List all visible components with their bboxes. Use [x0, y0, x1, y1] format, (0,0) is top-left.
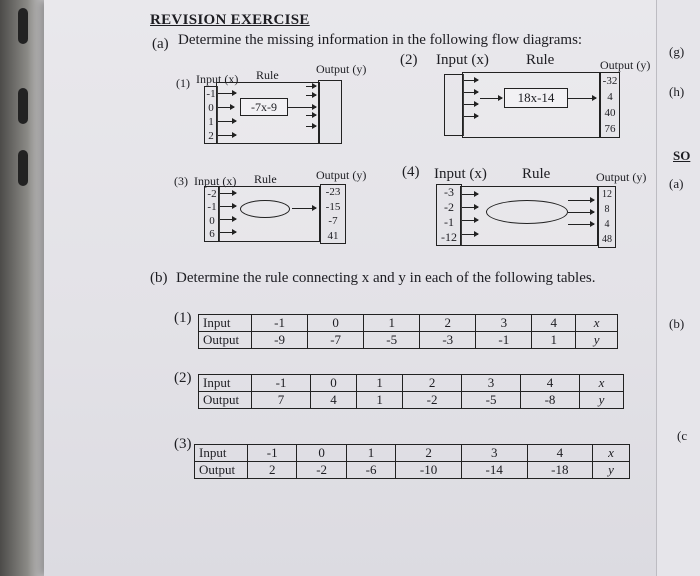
table-cell: Output [199, 392, 252, 409]
diagram-2-input-column [444, 74, 464, 136]
diagram-4-output-label: Output (y) [596, 170, 647, 184]
diagram-2-arrow [464, 104, 478, 105]
table-row [195, 445, 630, 462]
diagram-2-output-value: 76 [604, 123, 616, 135]
table-3-number: (3) [174, 436, 192, 452]
diagram-4-output-column [598, 186, 616, 248]
table-cell: -9 [252, 332, 308, 349]
diagram-1-arrow [218, 121, 236, 122]
table-cell: Input [195, 445, 248, 462]
table-cell: -18 [527, 462, 593, 479]
diagram-4-input-value: -2 [444, 200, 454, 214]
diagram-3-output-value: -15 [325, 200, 341, 213]
diagram-2-rule: 18x-14 [504, 88, 568, 108]
diagram-4-output-value: 48 [602, 234, 612, 245]
table-cell: -8 [521, 392, 580, 409]
table-cell: 2 [248, 462, 297, 479]
diagram-1-arrow [306, 115, 316, 116]
table-cell: 0 [297, 445, 346, 462]
diagram-1-rule-label: Rule [256, 68, 279, 82]
table-cell: 4 [527, 445, 593, 462]
table-row [199, 315, 618, 332]
diagram-3-input-value: 0 [209, 214, 215, 227]
diagram-3-arrow [220, 193, 236, 194]
diagram-3-rule-label: Rule [254, 172, 277, 186]
table-cell: 4 [521, 375, 580, 392]
diagram-4-output-value: 4 [604, 219, 610, 230]
diagram-3-input-value: -1 [207, 201, 217, 214]
right-page-label-c: (c [677, 428, 688, 443]
table-cell: 7 [252, 392, 311, 409]
table-cell: -1 [252, 315, 308, 332]
part-b-label: (b) [150, 270, 168, 286]
table-cell: -14 [461, 462, 527, 479]
diagram-4-number: (4) [402, 164, 420, 180]
diagram-2-arrow [464, 116, 478, 117]
diagram-4-input-column [436, 184, 462, 246]
table-row [199, 332, 618, 349]
diagram-4-rule-oval [486, 200, 568, 224]
table-cell: 4 [310, 392, 356, 409]
diagram-3-output-value: -7 [328, 215, 338, 228]
right-page-label-h: (h) [669, 84, 685, 99]
diagram-1-arrow [218, 107, 234, 108]
table-cell: 4 [532, 315, 576, 332]
binder-ring [18, 150, 28, 186]
table-cell: 3 [476, 315, 532, 332]
diagram-1-output-column [318, 80, 342, 144]
diagram-2-output-value: -32 [602, 75, 618, 87]
diagram-2-output-value: 40 [604, 107, 616, 119]
table-cell: -5 [364, 332, 420, 349]
table-cell: 1 [346, 445, 395, 462]
right-page-label-a: (a) [669, 176, 684, 191]
table-cell: 2 [403, 375, 462, 392]
worksheet-page [44, 0, 664, 576]
diagram-3-input-value: 6 [209, 228, 215, 241]
table-cell: -6 [346, 462, 395, 479]
diagram-4-input-value: -3 [444, 185, 454, 199]
table-cell: 3 [461, 445, 527, 462]
diagram-4-arrow [462, 220, 478, 221]
diagram-1-arrow [306, 126, 316, 127]
table-cell: x [576, 315, 618, 332]
table-cell: 2 [396, 445, 462, 462]
diagram-2-output-label: Output (y) [600, 58, 651, 72]
table-cell: y [576, 332, 618, 349]
diagram-4-arrow [462, 207, 478, 208]
diagram-2-arrow [464, 80, 478, 81]
diagram-4-arrow [568, 224, 594, 225]
right-page-label-b: (b) [669, 316, 685, 331]
diagram-2-number: (2) [400, 52, 418, 68]
table-row [199, 392, 624, 409]
table-cell: -7 [308, 332, 364, 349]
table-cell: -1 [248, 445, 297, 462]
diagram-1-number: (1) [176, 76, 190, 90]
diagram-4-rule-label: Rule [522, 166, 551, 182]
diagram-3-arrow [220, 232, 236, 233]
diagram-1-input-label: Input (x) [196, 72, 239, 86]
diagram-3-arrow [220, 206, 236, 207]
diagram-3-output-column [320, 184, 346, 244]
diagram-4-input-label: Input (x) [434, 166, 487, 182]
table-cell: Input [199, 315, 252, 332]
diagram-1-arrow [306, 86, 316, 87]
diagram-1-input-value: 1 [208, 116, 214, 128]
table-cell: Output [199, 332, 252, 349]
diagram-3-output-label: Output (y) [316, 168, 367, 182]
diagram-2-arrow [568, 98, 596, 99]
table-cell: y [593, 462, 630, 479]
table-cell: -1 [252, 375, 311, 392]
table-cell: 1 [357, 392, 403, 409]
diagram-2-input-label: Input (x) [436, 52, 489, 68]
table-cell: -2 [403, 392, 462, 409]
diagram-4-input-value: -1 [444, 215, 454, 229]
diagram-3-number: (3) [174, 174, 188, 188]
table-cell: -5 [462, 392, 521, 409]
part-a-instruction: Determine the missing information in the following flow diagrams: [178, 32, 583, 48]
table-cell: 1 [364, 315, 420, 332]
table-cell: 1 [357, 375, 403, 392]
part-b-instruction: Determine the rule connecting x and y in each of the following tables. [176, 270, 596, 286]
diagram-3-arrow [292, 208, 316, 209]
table-1 [198, 314, 618, 349]
table-cell: 2 [420, 315, 476, 332]
table-2 [198, 374, 624, 409]
diagram-3-input-label: Input (x) [194, 174, 237, 188]
page-title: REVISION EXERCISE [150, 12, 310, 28]
diagram-2-arrow [480, 98, 502, 99]
diagram-1-arrow [306, 95, 316, 96]
table-cell: Output [195, 462, 248, 479]
table-cell: 0 [308, 315, 364, 332]
diagram-1-input-value: 0 [208, 102, 214, 114]
adjacent-page [656, 0, 700, 576]
part-a-label: (a) [152, 36, 169, 52]
table-cell: 3 [462, 375, 521, 392]
table-cell: Input [199, 375, 252, 392]
diagram-4-input-value: -12 [441, 230, 457, 244]
diagram-4-output-value: 8 [604, 204, 610, 215]
diagram-2-output-value: 4 [607, 91, 613, 103]
table-row [199, 375, 624, 392]
diagram-1-arrow [218, 135, 236, 136]
diagram-1-input-value: 2 [208, 130, 214, 142]
table-1-number: (1) [174, 310, 192, 326]
table-cell: -1 [476, 332, 532, 349]
diagram-1-arrow [218, 93, 236, 94]
diagram-1-output-label: Output (y) [316, 62, 367, 76]
right-page-label-g: (g) [669, 44, 685, 59]
diagram-3-input-value: -2 [207, 187, 217, 200]
diagram-1-rule: -7x-9 [240, 98, 288, 116]
diagram-4-output-value: 12 [602, 189, 612, 200]
table-cell: 1 [532, 332, 576, 349]
diagram-3-output-value: 41 [327, 229, 339, 242]
diagram-2-output-column [600, 72, 620, 138]
table-2-number: (2) [174, 370, 192, 386]
diagram-1-input-value: -1 [206, 88, 216, 100]
binder-spine [0, 0, 46, 576]
table-cell: x [580, 375, 624, 392]
table-row [195, 462, 630, 479]
diagram-1-arrow [288, 107, 316, 108]
table-cell: -3 [420, 332, 476, 349]
diagram-2-rule-label: Rule [526, 52, 555, 68]
diagram-4-arrow [568, 200, 594, 201]
diagram-4-arrow [568, 212, 594, 213]
table-cell: 0 [310, 375, 356, 392]
table-cell: x [593, 445, 630, 462]
binder-ring [18, 88, 28, 124]
diagram-2-arrow [464, 92, 478, 93]
table-cell: -10 [396, 462, 462, 479]
table-cell: -2 [297, 462, 346, 479]
right-page-heading: SO [673, 148, 691, 163]
diagram-3-arrow [220, 219, 236, 220]
diagram-3-rule-oval [240, 200, 290, 218]
table-3 [194, 444, 630, 479]
table-cell: y [580, 392, 624, 409]
diagram-3-output-value: -23 [325, 186, 341, 199]
diagram-4-arrow [462, 234, 478, 235]
binder-ring [18, 8, 28, 44]
diagram-4-arrow [462, 194, 478, 195]
